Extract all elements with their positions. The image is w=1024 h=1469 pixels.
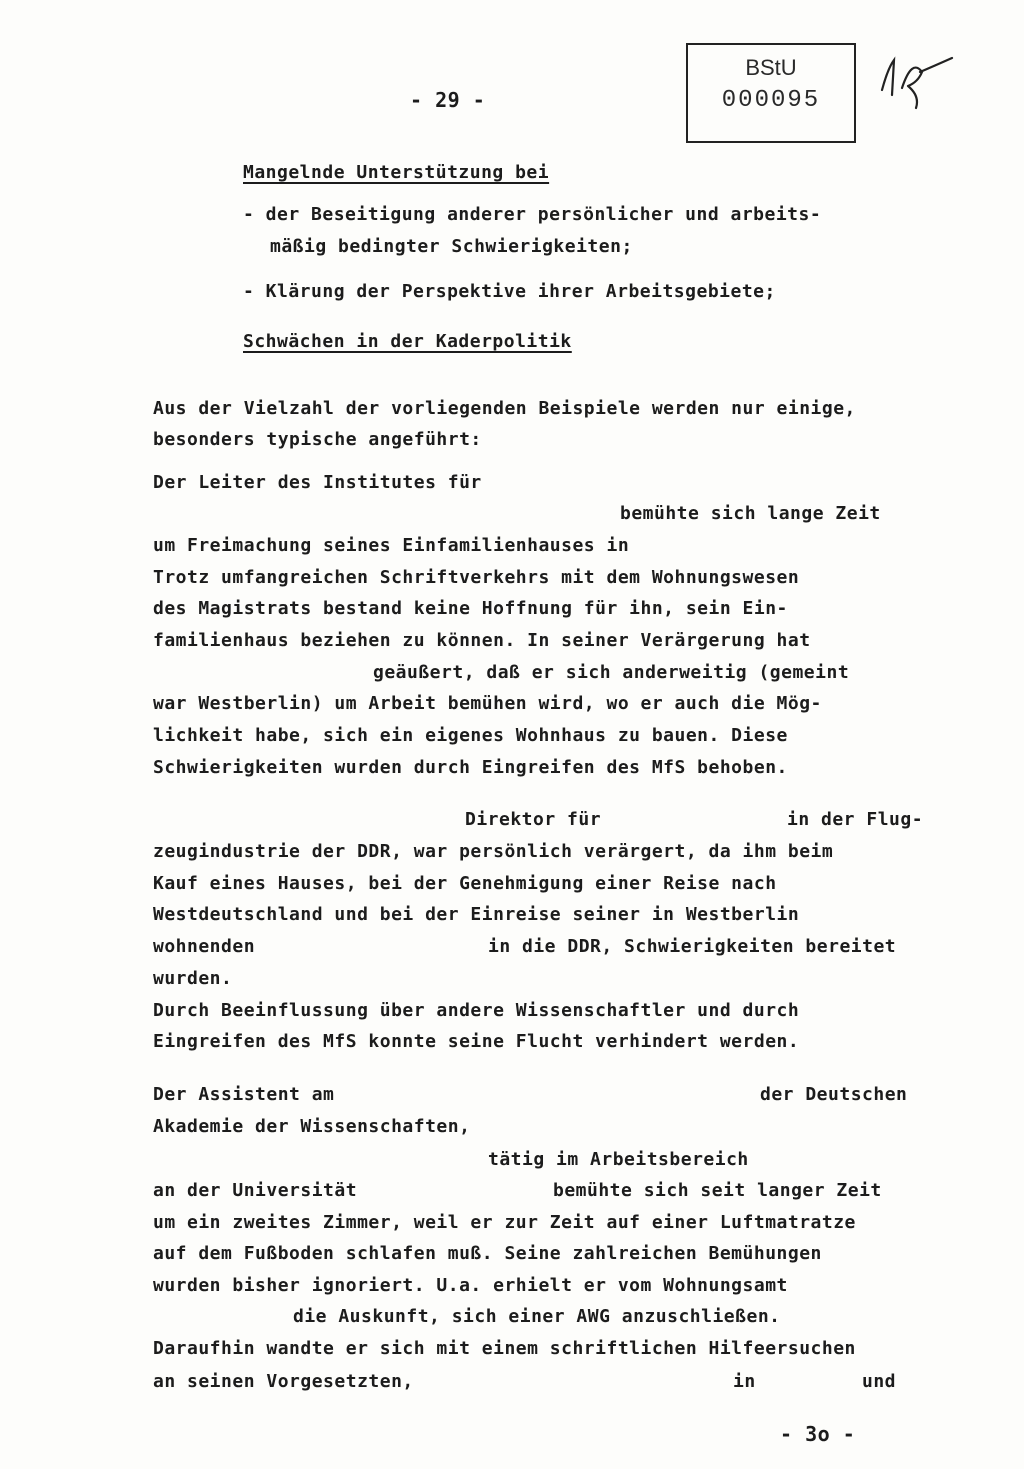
- text-line: des Magistrats bestand keine Hoffnung für ihn, sein Ein-: [153, 598, 788, 619]
- text-line: geäußert, daß er sich anderweitig (gemeint: [373, 662, 850, 683]
- text-line: Westdeutschland und bei der Einreise seiner in Westberlin: [153, 904, 800, 925]
- text-line: Daraufhin wandte er sich mit einem schriftlichen Hilfeersuchen: [153, 1338, 856, 1359]
- stamp-number: 000095: [721, 87, 821, 114]
- text-line: an der Universität: [153, 1180, 358, 1201]
- text-line: Eingreifen des MfS konnte seine Flucht verhindert werden.: [153, 1031, 800, 1052]
- text-line: war Westberlin) um Arbeit bemühen wird, wo er auch die Mög-: [153, 693, 822, 714]
- text-line: lichkeit habe, sich ein eigenes Wohnhaus zu bauen. Diese: [153, 725, 788, 746]
- archive-stamp: [686, 43, 856, 143]
- bullet-line: - Klärung der Perspektive ihrer Arbeitsgebiete;: [243, 281, 776, 302]
- text-line: Direktor für: [465, 809, 602, 830]
- handwritten-page-mark: [872, 50, 962, 110]
- text-line: Der Leiter des Institutes für: [153, 472, 482, 493]
- text-line: familienhaus beziehen zu können. In seiner Verärgerung hat: [153, 630, 811, 651]
- heading-mangelnde-unterstuetzung: Mangelnde Unterstützung bei: [243, 162, 550, 183]
- text-line: der Deutschen: [760, 1084, 908, 1105]
- text-line: in die DDR, Schwierigkeiten bereitet: [488, 936, 897, 957]
- text-line: Akademie der Wissenschaften,: [153, 1116, 471, 1137]
- text-line: und: [862, 1371, 897, 1392]
- text-line: in der Flug-: [787, 809, 924, 830]
- text-line: Durch Beeinflussung über andere Wissenschaftler und durch: [153, 1000, 800, 1021]
- page-number-top: - 29 -: [410, 88, 486, 112]
- text-line: Der Assistent am: [153, 1084, 335, 1105]
- stamp-title: BStU: [745, 55, 797, 80]
- text-line: zeugindustrie der DDR, war persönlich verärgert, da ihm beim: [153, 841, 834, 862]
- text-line: die Auskunft, sich einer AWG anzuschließen.: [293, 1306, 781, 1327]
- text-line: Schwierigkeiten wurden durch Eingreifen des MfS behoben.: [153, 757, 788, 778]
- text-line: Kauf eines Hauses, bei der Genehmigung einer Reise nach: [153, 873, 777, 894]
- text-line: tätig im Arbeitsbereich: [488, 1149, 749, 1170]
- text-line: Trotz umfangreichen Schriftverkehrs mit dem Wohnungswesen: [153, 567, 800, 588]
- heading-schwaechen-kaderpolitik: Schwächen in der Kaderpolitik: [243, 331, 572, 352]
- text-line: um ein zweites Zimmer, weil er zur Zeit auf einer Luftmatratze: [153, 1212, 856, 1233]
- text-line: an seinen Vorgesetzten,: [153, 1371, 414, 1392]
- text-line: auf dem Fußboden schlafen muß. Seine zahlreichen Bemühungen: [153, 1243, 822, 1264]
- text-line: bemühte sich lange Zeit: [620, 503, 881, 524]
- text-line: um Freimachung seines Einfamilienhauses in: [153, 535, 630, 556]
- text-line: wurden bisher ignoriert. U.a. erhielt er vom Wohnungsamt: [153, 1275, 788, 1296]
- text-line: wurden.: [153, 968, 233, 989]
- text-line: Aus der Vielzahl der vorliegenden Beispiele werden nur einige,: [153, 398, 856, 419]
- text-line: mäßig bedingter Schwierigkeiten;: [270, 236, 633, 257]
- page-number-bottom: - 3o -: [780, 1422, 856, 1446]
- text-line: wohnenden: [153, 936, 256, 957]
- text-line: bemühte sich seit langer Zeit: [553, 1180, 882, 1201]
- text-line: in: [733, 1371, 756, 1392]
- bullet-line: - der Beseitigung anderer persönlicher und arbeits-: [243, 204, 822, 225]
- text-line: besonders typische angeführt:: [153, 429, 482, 450]
